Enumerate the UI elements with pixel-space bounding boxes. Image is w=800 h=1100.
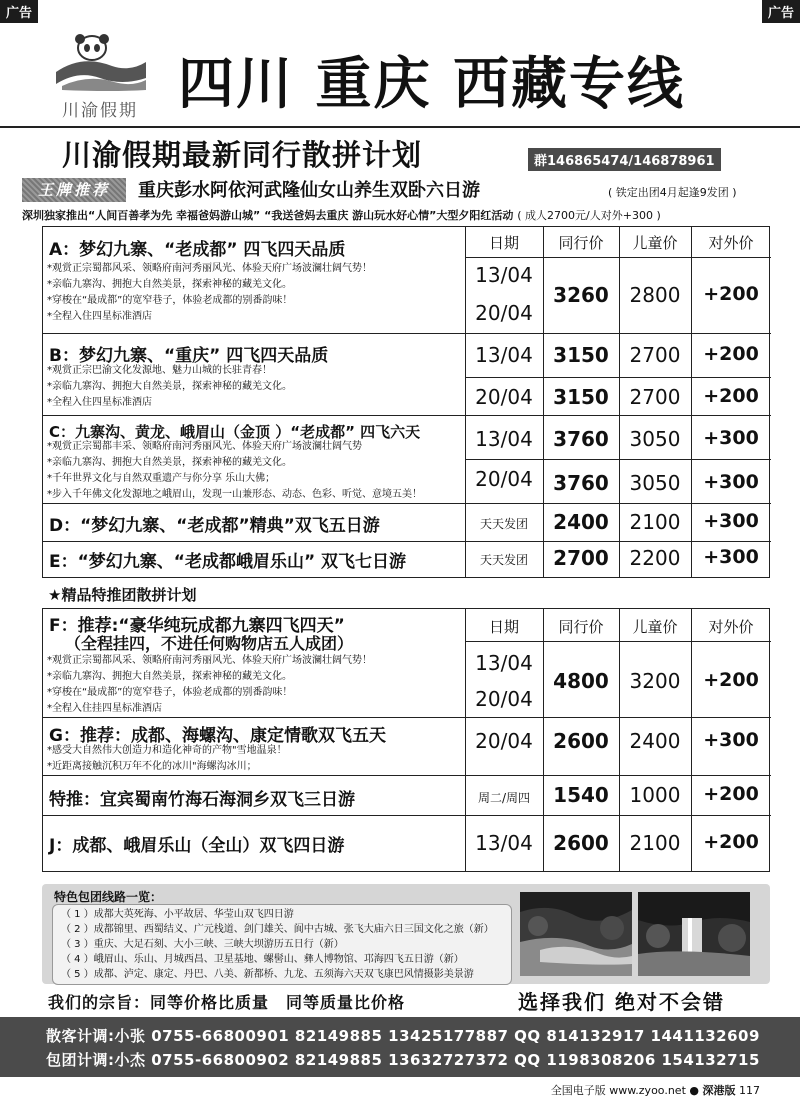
route-special-child-price: 1000 [629,783,681,807]
page-header [0,26,800,128]
route-d-peer-price: 2400 [553,510,609,534]
special-section-label: ★精品特推团散拼计划 [48,586,197,604]
promo-text: 深圳独家推出“人间百善孝为先 幸福爸妈游山城” “我送爸妈去重庆 游山玩水好心情”大型夕阳红活动 [22,209,514,222]
route-j-external-price: +200 [703,831,759,853]
qq-group-badge: 群146865474/146878961 [528,148,721,171]
route-a-title: A：梦幻九寨、“老成都” 四飞四天品质 [49,240,346,260]
route-c-external-price-1: +300 [703,427,759,449]
header-external-price-2: 对外价 [708,618,754,636]
featured-badge: 王牌推荐 [22,178,126,202]
route-j-date: 13/04 [475,831,533,855]
route-f-external-price: +200 [703,669,759,691]
route-c-external-price-2: +300 [703,471,759,493]
list-item: （ 4 ）峨眉山、乐山、月城西昌、卫星基地、螺髻山、彝人博物馆、邛海四飞五日游（新） [61,954,464,965]
page-number: 117 [739,1084,760,1097]
route-special-external-price: +200 [703,783,759,805]
route-table-2 [42,608,770,872]
package-tours-list [52,904,512,985]
list-item: （ 1 ）成都大英死海、小平故居、华莹山双飞四日游 [61,909,294,920]
route-d-child-price: 2100 [629,510,681,534]
list-item: （ 5 ）成都、泸定、康定、丹巴、八美、新都桥、九龙、五须海六天双飞康巴风情摄影美景游 [61,969,474,980]
route-g-date: 20/04 [475,729,533,753]
route-b-external-price-1: +200 [703,343,759,365]
route-c-title: C：九寨沟、黄龙、峨眉山（金顶 ）“老成都” 四飞六天 [49,423,421,441]
company-logo [46,32,154,120]
ad-label-right: 广告 [762,0,800,23]
route-g-peer-price: 2600 [553,729,609,753]
ad-label-left: 广告 [0,0,38,23]
route-g-external-price: +300 [703,729,759,751]
route-c-peer-price-2: 3760 [553,471,609,495]
promo-line [22,207,661,223]
route-e-date: 天天发团 [479,553,528,567]
route-special-peer-price: 1540 [553,783,609,807]
footer-label: 全国电子版 www.zyoo.net [550,1084,686,1097]
route-b-desc: *观赏正宗巴渝文化发源地、魅力山城的长驻青春！ *亲临九寨沟、拥抱大自然美景，探索神秘的藏羌文化。 *全程入住四星标准酒店 [47,365,292,408]
route-c-date-1: 13/04 [475,427,533,451]
route-j-peer-price: 2600 [553,831,609,855]
waterfall-photo [638,892,750,976]
route-e-title: E：“梦幻九寨、“老成都峨眉乐山” 双飞七日游 [49,552,407,572]
route-b-child-price-1: 2700 [629,343,681,367]
package-tours-title: 特色包团线路一览： [54,890,163,904]
route-j-child-price: 2100 [629,831,681,855]
route-f-peer-price: 4800 [553,669,609,693]
company-motto: 我们的宗旨：同等价格比质量 同等质量比价格 [48,993,406,1012]
route-c-date-2: 20/04 [475,467,533,491]
route-f-date-1: 13/04 [475,651,533,675]
route-b-peer-price-2: 3150 [553,385,609,409]
route-table-1 [42,226,770,578]
route-f-child-price: 3200 [629,669,681,693]
subtitle: 川渝假期最新同行散拼计划 [62,138,423,172]
panda-logo-icon [52,32,148,92]
route-c-peer-price-1: 3760 [553,427,609,451]
route-b-peer-price-1: 3150 [553,343,609,367]
route-c-child-price-2: 3050 [629,471,681,495]
contact-bar [0,1017,800,1077]
route-b-title: B：梦幻九寨、“重庆” 四飞四天品质 [49,346,329,366]
list-item: （ 3 ）重庆、大足石刻、大小三峡、三峡大坝游历五日行（新） [61,939,344,950]
route-f-subtitle: （全程挂四，不进任何购物店五人成团） [65,634,354,653]
header-date: 日期 [488,234,519,252]
contact-individual: 散客计调:小张 0755-66800901 82149885 13425177887 QQ 814132917 1441132609 [46,1027,760,1045]
route-b-external-price-2: +200 [703,385,759,407]
footer-icon: ● [689,1084,699,1097]
route-e-child-price: 2200 [629,546,681,570]
route-a-date-1: 13/04 [475,263,533,287]
route-g-child-price: 2400 [629,729,681,753]
route-a-child-price: 2800 [629,283,681,307]
featured-route [22,176,782,204]
route-special-date: 周二/周四 [477,791,531,805]
route-d-date: 天天发团 [479,517,528,531]
route-a-external-price: +200 [703,283,759,305]
header-date-2: 日期 [488,618,519,636]
page-footer [551,1082,760,1098]
route-f-title: F：推荐:“豪华纯玩成都九寨四飞四天” [49,616,345,636]
river-valley-photo [520,892,632,976]
contact-group: 包团计调:小杰 0755-66800902 82149885 13632727372 QQ 1198308206 154132715 [46,1051,760,1069]
route-e-external-price: +300 [703,546,759,568]
route-e-peer-price: 2700 [553,546,609,570]
route-f-date-2: 20/04 [475,687,533,711]
route-a-peer-price: 3260 [553,283,609,307]
featured-route-title: 重庆彭水阿依河武隆仙女山养生双卧六日游 [138,180,480,201]
header-peer-price: 同行价 [558,234,604,252]
route-b-date-2: 20/04 [475,385,533,409]
company-slogan: 选择我们 绝对不会错 [518,990,725,1014]
route-d-title: D：“梦幻九寨、“老成都”精典”双飞五日游 [49,516,380,536]
route-d-external-price: +300 [703,510,759,532]
header-child-price: 儿童价 [632,234,678,252]
route-b-date-1: 13/04 [475,343,533,367]
featured-route-note: ( 铁定出团4月起逢9发团 ) [608,186,737,199]
promo-note: ( 成人2700元/人对外+300 ) [517,209,661,222]
route-special-title: 特推：宜宾蜀南竹海石海洞乡双飞三日游 [49,790,355,810]
route-j-title: J：成都、峨眉乐山（全山）双飞四日游 [49,836,345,856]
route-g-desc: *感受大自然伟大创造力和造化神奇的产物"雪地温泉！ *近距离接触沉积万年不化的冰川"海螺沟冰川； [47,745,287,772]
footer-edition: 深港版 [702,1084,736,1097]
route-a-date-2: 20/04 [475,301,533,325]
route-g-title: G：推荐：成都、海螺沟、康定情歌双飞五天 [49,726,386,746]
logo-text: 川渝假期 [62,101,138,121]
list-item: （ 2 ）成都锦里、西蜀结义、广元栈道、剑门雄关、阆中古城、张飞大庙六日三国文化之旅（新） [61,924,494,935]
header-external-price: 对外价 [708,234,754,252]
route-c-desc: *观赏正宗蜀都丰采、领略府南河秀丽风光、体验天府广场波澜壮阔气势 *亲临九寨沟、拥抱大自然美景，探索神秘的藏羌文化。 *千年世界文化与自然双重遗产与你分享 乐山大佛； *步入千年佛文化发源地之峨眉山，发现一山兼形态、动态、色彩、听觉、意境五美！ [47,441,422,500]
header-peer-price-2: 同行价 [558,618,604,636]
route-b-child-price-2: 2700 [629,385,681,409]
route-c-child-price-1: 3050 [629,427,681,451]
page-title: 四川 重庆 西藏专线 [178,52,685,117]
package-tours-panel [42,884,770,984]
route-a-desc: *观赏正宗蜀都风采、领略府南河秀丽风光、体验天府广场波澜壮阔气势！ *亲临九寨沟、拥抱大自然美景，探索神秘的藏羌文化。 *穿梭在“最成都”的宽窄巷子，体验老成都的别番韵味！ *全程入住四星标准酒店 [47,263,372,322]
route-f-desc: *观赏正宗蜀都风采、领略府南河秀丽风光、体验天府广场波澜壮阔气势！ *亲临九寨沟、拥抱大自然美景，探索神秘的藏羌文化。 *穿梭在“最成都”的宽窄巷子，体验老成都的别番韵味！ *全程入住挂四星标准酒店 [47,655,372,714]
header-child-price-2: 儿童价 [632,618,678,636]
